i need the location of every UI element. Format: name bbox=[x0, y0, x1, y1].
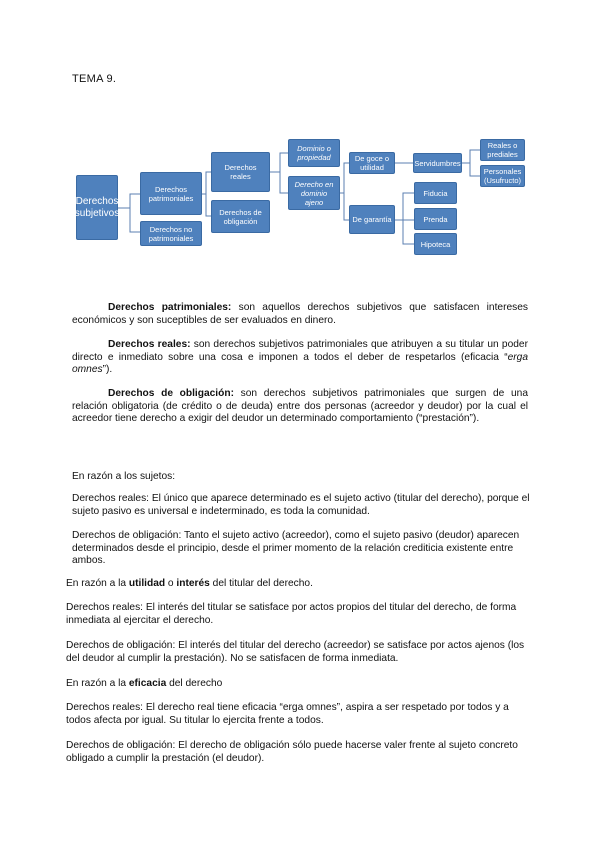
term-patrimoniales: Derechos patrimoniales: bbox=[108, 302, 232, 313]
node-servidumbres: Servidumbres bbox=[413, 153, 462, 173]
utilidad-reales: Derechos reales: El interés del titular se satisface por actos propios del titular del derecho, de forma inmediata al ejercitar el derecho. bbox=[66, 602, 517, 626]
page-title: TEMA 9. bbox=[72, 73, 117, 85]
heading-eficacia-bold: eficacia bbox=[128, 678, 167, 689]
definition-reales bbox=[72, 339, 528, 377]
erga-omnes: erga omnes bbox=[72, 351, 528, 376]
node-garantia: De garantía bbox=[349, 205, 395, 234]
heading-eficacia-post: del derecho bbox=[166, 678, 223, 689]
heading-utilidad-mid: o bbox=[165, 578, 177, 589]
sujetos-reales: Derechos reales: El único que aparece determinado es el sujeto activo (titular del derecho), porque el sujeto pasivo es universal e indeterminado, es toda la comunidad. bbox=[72, 493, 530, 517]
rights-classification-diagram bbox=[0, 0, 600, 270]
node-derecho-dominio-ajeno: Derecho en dominio ajeno bbox=[288, 176, 340, 210]
node-derechos-subjetivos: Derechos subjetivos bbox=[76, 175, 118, 240]
heading-utilidad-post: del titular del derecho. bbox=[209, 578, 313, 589]
term-obligacion: Derechos de obligación: bbox=[108, 388, 234, 399]
utilidad-obligacion: Derechos de obligación: El interés del titular del derecho (acreedor) se satisface por actos ajenos (los del deudor al cumplir la prestación). No se satisfacen de forma inmediata. bbox=[66, 640, 525, 664]
text-reales: son derechos subjetivos patrimoniales que atribuyen a su titular un poder directo e inmediato sobre una cosa e imponen a todos el deber de respetarlos (eficacia “ bbox=[72, 339, 528, 363]
text-reales-end: ”). bbox=[102, 364, 113, 376]
heading-interes-bold: interés bbox=[176, 578, 210, 589]
definition-patrimoniales bbox=[72, 302, 528, 327]
eficacia-obligacion: Derechos de obligación: El derecho de obligación sólo puede hacerse valer frente al sujeto concreto obligado a cumplir la prestación (el deudor). bbox=[66, 740, 518, 764]
node-reales-prediales: Reales o prediales bbox=[480, 139, 525, 161]
heading-eficacia-pre: En razón a la bbox=[66, 678, 129, 689]
heading-utilidad bbox=[66, 578, 532, 591]
heading-eficacia bbox=[66, 678, 532, 691]
node-fiducia: Fiducia bbox=[414, 182, 457, 204]
node-derechos-patrimoniales: Derechos patrimoniales bbox=[140, 172, 202, 215]
node-prenda: Prenda bbox=[414, 208, 457, 230]
node-derechos-reales: Derechos reales bbox=[211, 152, 270, 192]
node-dominio-propiedad: Dominio o propiedad bbox=[288, 139, 340, 167]
node-derechos-no-patrimoniales: Derechos no patrimoniales bbox=[140, 221, 202, 246]
text-obligacion: son derechos subjetivos patrimoniales que surgen de una relación obligatoria (de crédito o de deuda) entre dos personas (acreedor y deudor) por la cual el acreedor tiene derecho a exigir del deudor un determinado comportamiento (“prestación”). bbox=[72, 388, 529, 425]
node-personales-usufructo: Personales (Usufructo) bbox=[480, 165, 525, 187]
term-reales: Derechos reales: bbox=[108, 339, 191, 350]
heading-sujetos: En razón a los sujetos: bbox=[72, 471, 176, 482]
text-patrimoniales: son aquellos derechos subjetivos que satisfacen intereses económicos y son suceptibles de ser evaluados en dinero. bbox=[72, 302, 528, 326]
sujetos-obligacion: Derechos de obligación: Tanto el sujeto activo (acreedor), como el sujeto pasivo (deudor) aparecen determinados desde el principio, desde el primer momento de la relación crediticia existente entre ambos. bbox=[72, 530, 520, 567]
node-derechos-obligacion: Derechos de obligación bbox=[211, 200, 270, 233]
heading-utilidad-pre: En razón a la bbox=[66, 578, 129, 589]
node-hipoteca: Hipoteca bbox=[414, 233, 457, 255]
definition-obligacion bbox=[72, 388, 528, 426]
heading-utilidad-bold: utilidad bbox=[128, 578, 166, 589]
node-goce-utilidad: De goce o utilidad bbox=[349, 152, 395, 174]
eficacia-reales: Derechos reales: El derecho real tiene eficacia “erga omnes”, aspira a ser respetado por todos y a todos afecta por igual. Su titular lo ejercita frente a todos. bbox=[66, 702, 509, 726]
